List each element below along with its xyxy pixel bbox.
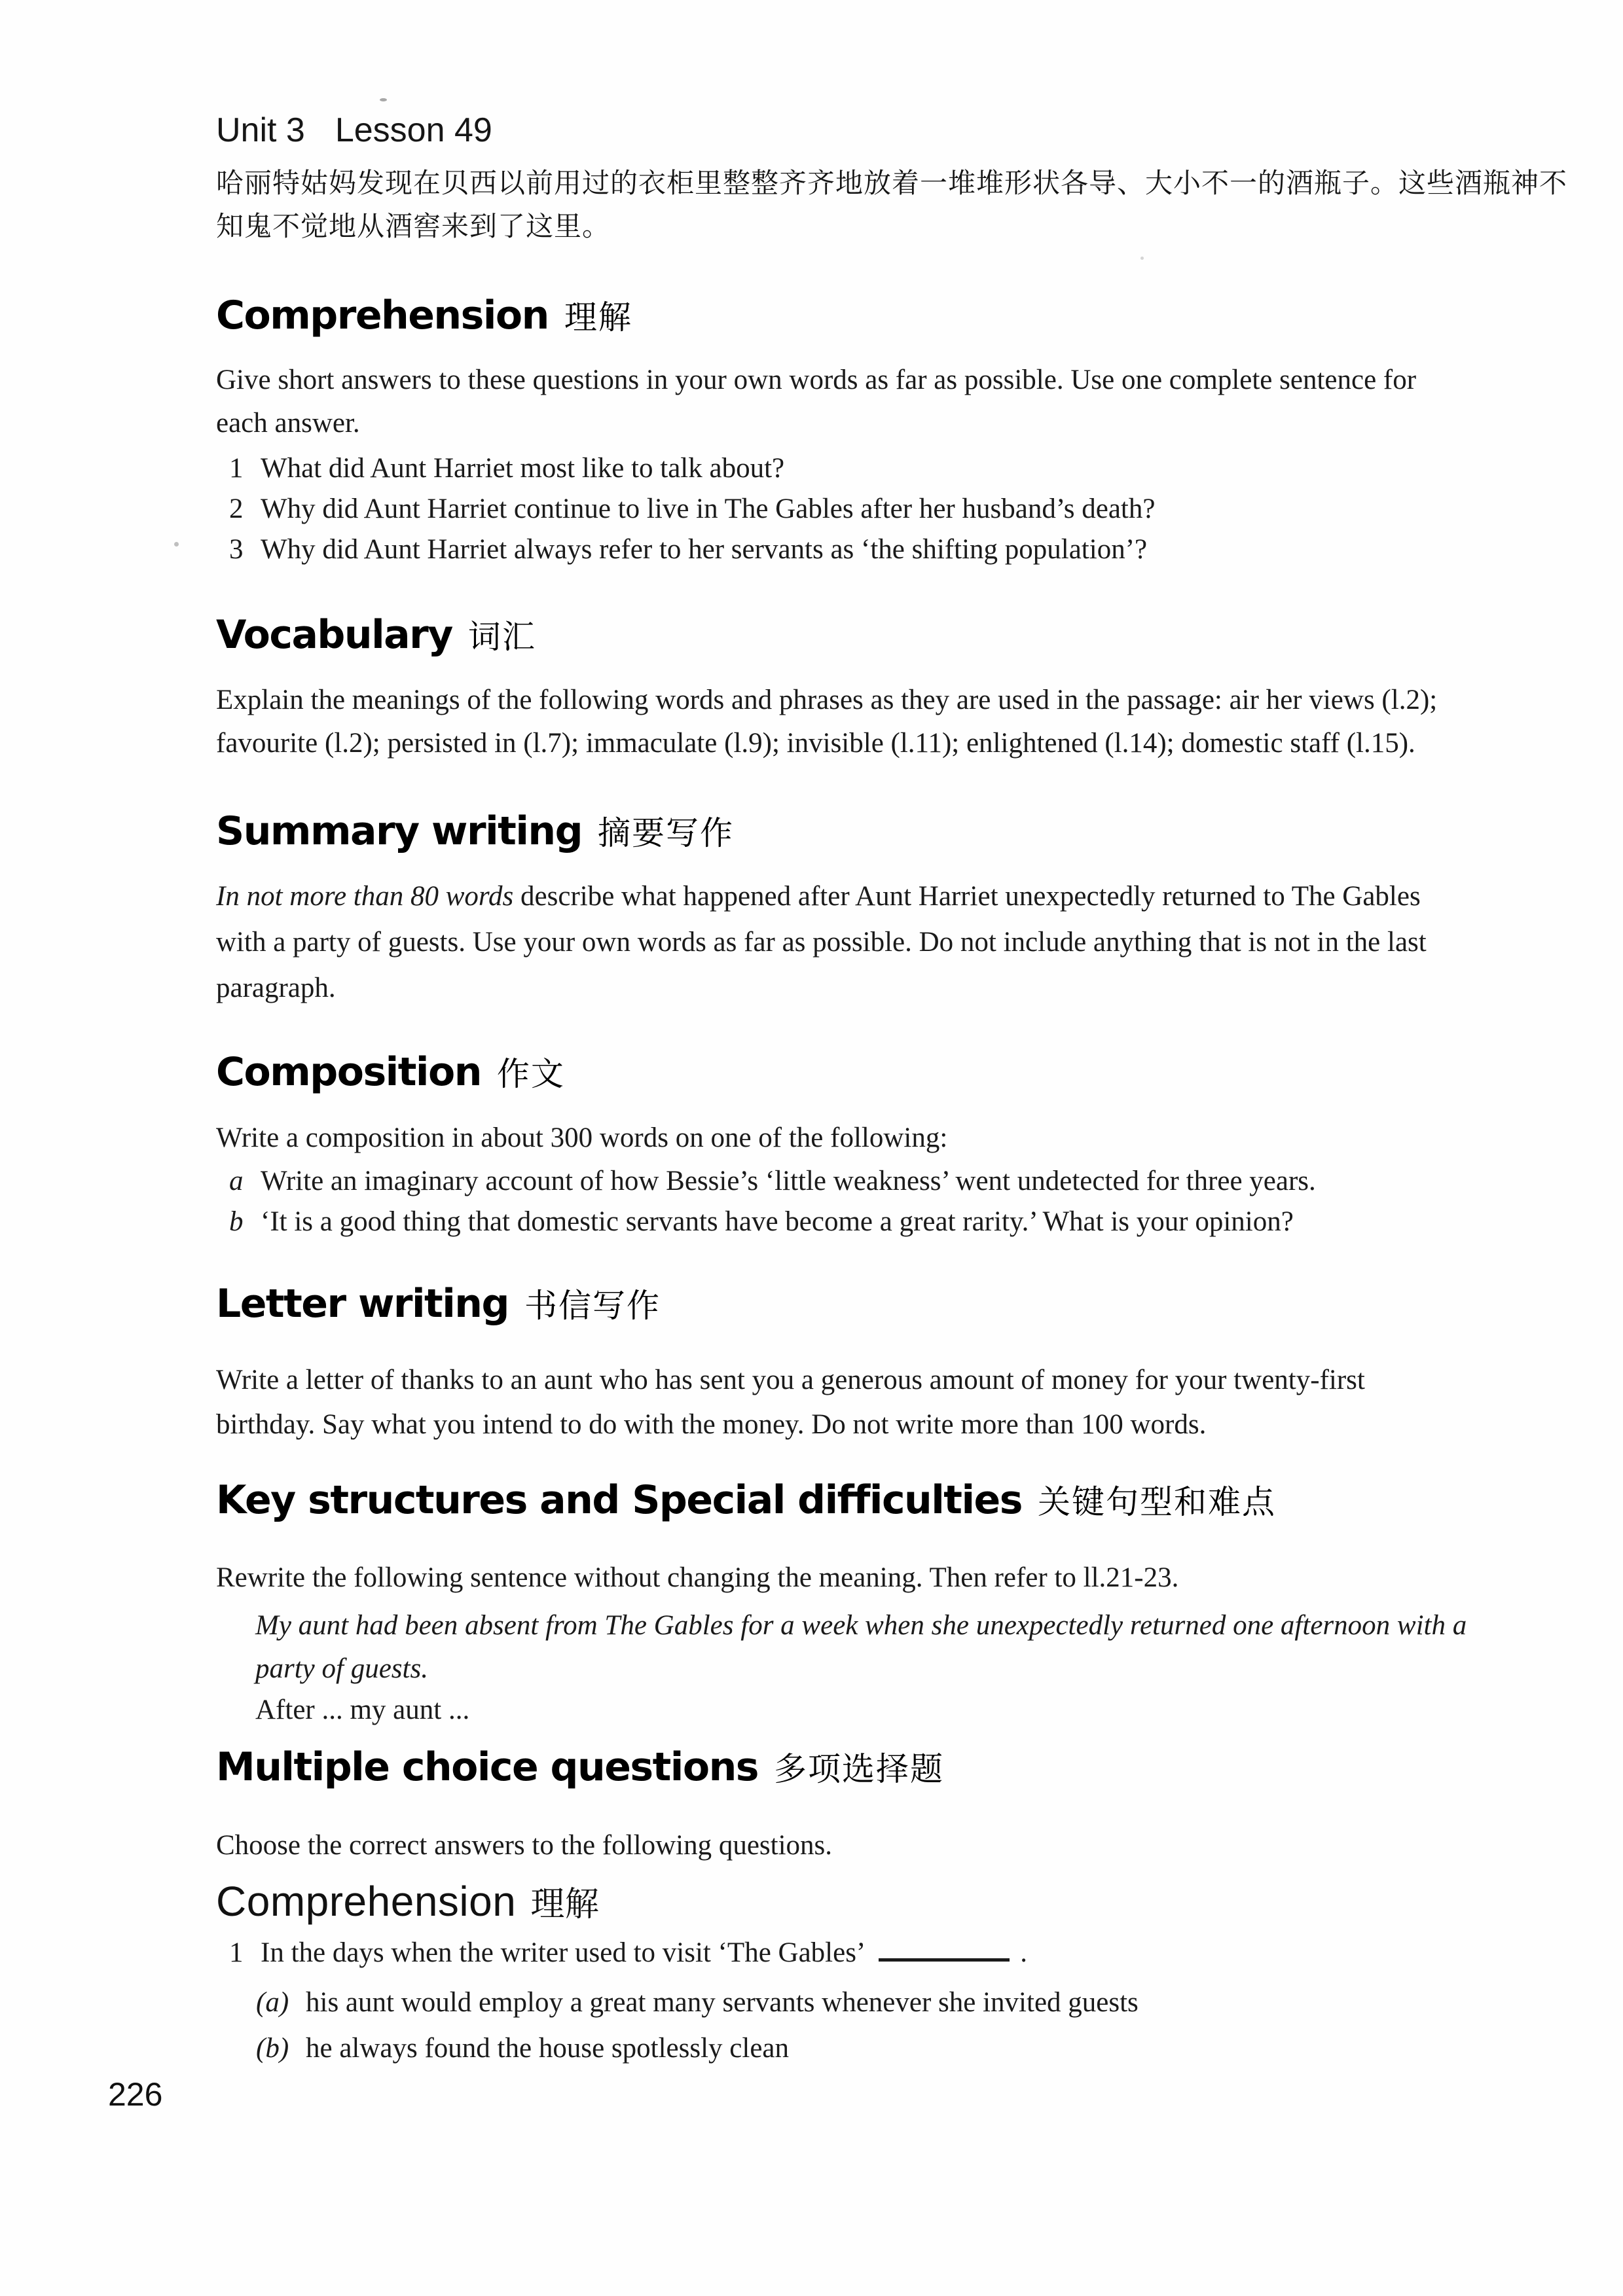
key-structures-example bbox=[255, 1604, 1467, 1691]
lesson-label: Lesson 49 bbox=[335, 111, 492, 149]
lead-rest: describe what happened after Aunt Harriet unexpectedly returned to The Gables bbox=[513, 881, 1421, 912]
section-heading-letter-writing bbox=[216, 1280, 661, 1329]
instruction-line: Give short answers to these questions in your own words as far as possible. Use one complete sentence for bbox=[216, 365, 1417, 395]
example-line: party of guests. bbox=[255, 1653, 428, 1684]
option-text: he always found the house spotlessly clean bbox=[306, 2033, 789, 2064]
instruction-line: each answer. bbox=[216, 408, 360, 439]
topic-text: Write an imaginary account of how Bessie’s ‘little weakness’ went undetected for three years. bbox=[261, 1166, 1316, 1196]
section-title-chinese: 摘要写作 bbox=[598, 815, 735, 852]
unit-lesson-header bbox=[216, 109, 492, 152]
composition-instructions bbox=[216, 1117, 947, 1160]
vocabulary-instructions bbox=[216, 679, 1437, 765]
composition-topic-b bbox=[216, 1202, 1316, 1242]
instruction-line: Rewrite the following sentence without changing the meaning. Then refer to ll.21-23. bbox=[216, 1562, 1179, 1593]
option-b bbox=[216, 2026, 1139, 2072]
topic-letter: b bbox=[229, 1206, 244, 1237]
question-text: What did Aunt Harriet most like to talk about? bbox=[261, 453, 785, 484]
section-title: Letter writing bbox=[216, 1281, 509, 1327]
answer-blank bbox=[879, 1954, 1010, 1962]
question-text-end: . bbox=[1020, 1937, 1027, 1968]
topic-letter: a bbox=[229, 1166, 244, 1196]
unit-label: Unit 3 bbox=[216, 111, 305, 149]
composition-topics bbox=[216, 1161, 1316, 1242]
comprehension-question-3 bbox=[216, 529, 1155, 570]
key-structures-rewrite-prompt bbox=[255, 1689, 469, 1732]
section-title-chinese: 理解 bbox=[564, 299, 632, 336]
scan-speck bbox=[1140, 257, 1144, 260]
scan-speck bbox=[174, 542, 179, 547]
option-text: his aunt would employ a great many servants whenever she invited guests bbox=[306, 1987, 1139, 2018]
instruction-line: Write a letter of thanks to an aunt who has sent you a generous amount of money for your twenty-first bbox=[216, 1365, 1365, 1395]
topic-text: ‘It is a good thing that domestic servants have become a great rarity.’ What is your opinion? bbox=[261, 1206, 1294, 1237]
section-heading-composition bbox=[216, 1049, 565, 1098]
section-title-chinese: 词汇 bbox=[467, 619, 536, 655]
italic-lead: In not more than 80 words bbox=[216, 881, 514, 912]
instruction-line: paragraph. bbox=[216, 973, 336, 1003]
section-title: Summary writing bbox=[216, 808, 583, 854]
instruction-line: with a party of guests. Use your own words as far as possible. Do not include anything that is not in the last bbox=[216, 927, 1427, 958]
question-number: 1 bbox=[229, 453, 244, 484]
letter-writing-instructions bbox=[216, 1358, 1365, 1447]
question-number: 2 bbox=[229, 493, 244, 524]
section-title: Multiple choice questions bbox=[216, 1744, 759, 1790]
instruction-line: birthday. Say what you intend to do with the money. Do not write more than 100 words. bbox=[216, 1409, 1207, 1440]
subsection-title-chinese: 理解 bbox=[530, 1886, 600, 1924]
option-label: (a) bbox=[256, 1987, 289, 2018]
section-title: Vocabulary bbox=[216, 612, 452, 658]
section-heading-summary-writing bbox=[216, 808, 734, 857]
chinese-intro-line: 知鬼不觉地从酒窖来到了这里。 bbox=[216, 212, 611, 242]
section-title-chinese: 多项选择题 bbox=[774, 1751, 945, 1787]
chinese-intro-line: 哈丽特姑妈发现在贝西以前用过的衣柜里整整齐齐地放着一堆堆形状各导、大小不一的酒瓶子。这些酒瓶神不 bbox=[216, 169, 1568, 199]
instruction-line: Explain the meanings of the following words and phrases as they are used in the passage: air her views (l.2); bbox=[216, 685, 1438, 715]
question-text: Why did Aunt Harriet always refer to her servants as ‘the shifting population’? bbox=[261, 534, 1148, 565]
scan-speck bbox=[380, 98, 387, 101]
section-title: Key structures and Special difficulties bbox=[216, 1477, 1022, 1523]
section-heading-vocabulary bbox=[216, 611, 536, 660]
comprehension-question-1 bbox=[216, 448, 1155, 489]
key-structures-instructions bbox=[216, 1556, 1178, 1600]
question-number: 1 bbox=[229, 1937, 244, 1968]
section-title-chinese: 作文 bbox=[496, 1056, 565, 1092]
lesson-intro-chinese bbox=[216, 162, 1567, 249]
instruction-line: Write a composition in about 300 words on one of the following: bbox=[216, 1122, 948, 1153]
multiple-choice-question-1 bbox=[216, 1931, 1027, 1975]
rewrite-prompt-line: After ... my aunt ... bbox=[255, 1695, 470, 1725]
question-row bbox=[216, 1931, 1027, 1975]
summary-instructions bbox=[216, 874, 1427, 1011]
multiple-choice-options bbox=[216, 1980, 1139, 2072]
page-number: 226 bbox=[108, 2076, 163, 2113]
question-text: In the days when the writer used to visit ‘The Gables’ bbox=[261, 1937, 866, 1968]
instruction-line: favourite (l.2); persisted in (l.7); immaculate (l.9); invisible (l.11); enlightened (l.14); domestic staff (l.15). bbox=[216, 728, 1415, 759]
section-heading-comprehension bbox=[216, 292, 632, 341]
comprehension-instructions bbox=[216, 359, 1416, 445]
section-title: Comprehension bbox=[216, 293, 549, 338]
multiple-choice-instructions bbox=[216, 1824, 832, 1867]
section-heading-key-structures bbox=[216, 1477, 1276, 1526]
section-heading-multiple-choice bbox=[216, 1744, 944, 1793]
question-text: Why did Aunt Harriet continue to live in The Gables after her husband’s death? bbox=[261, 493, 1156, 524]
instruction-line bbox=[216, 874, 1427, 920]
subsection-title: Comprehension bbox=[216, 1878, 517, 1925]
composition-topic-a bbox=[216, 1161, 1316, 1202]
option-label: (b) bbox=[256, 2033, 289, 2064]
section-title-chinese: 关键句型和难点 bbox=[1037, 1484, 1276, 1520]
instruction-line: Choose the correct answers to the following questions. bbox=[216, 1830, 833, 1861]
question-number: 3 bbox=[229, 534, 244, 565]
section-title: Composition bbox=[216, 1049, 481, 1095]
example-line: My aunt had been absent from The Gables for a week when she unexpectedly returned one afternoon with a bbox=[255, 1610, 1467, 1641]
section-title-chinese: 书信写作 bbox=[524, 1287, 661, 1324]
option-a bbox=[216, 1980, 1139, 2026]
comprehension-questions bbox=[216, 448, 1155, 570]
comprehension-question-2 bbox=[216, 489, 1155, 529]
subsection-heading-comprehension bbox=[216, 1876, 599, 1930]
